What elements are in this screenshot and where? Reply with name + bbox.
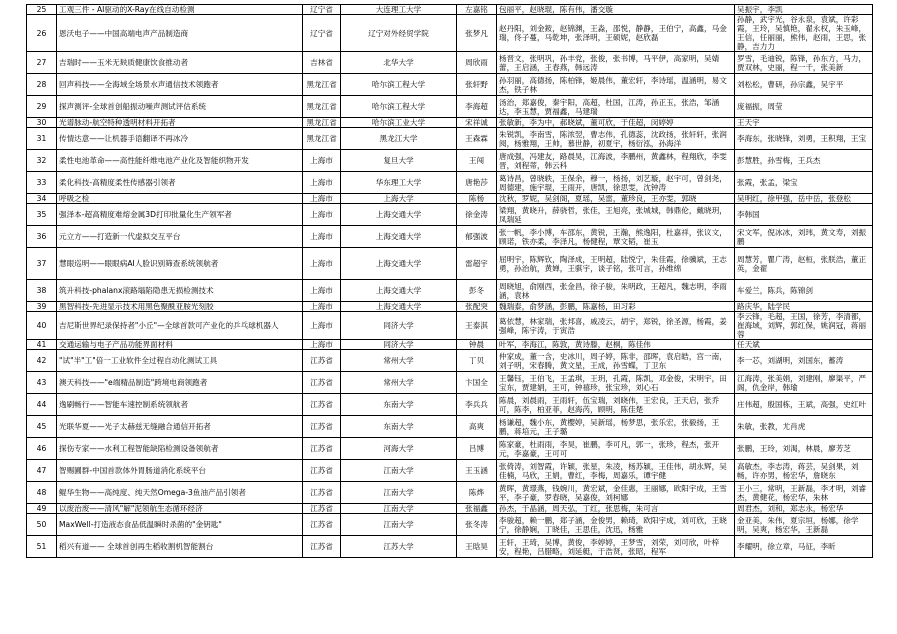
province: 江苏省 xyxy=(303,372,341,394)
project-name: MaxWell-打造液态食品低温瞬时杀菌的"金钥匙" xyxy=(57,514,303,536)
team-members: 唐成强，冯建友，路晨昊，江海波，李鹏州，黄鑫林，程翔欣，李雯晋，刘程蒂，韩云科 xyxy=(497,150,735,172)
project-leader: 雷超宇 xyxy=(457,248,497,280)
province: 江苏省 xyxy=(303,350,341,372)
university: 东南大学 xyxy=(341,416,457,438)
project-leader: 卞国全 xyxy=(457,372,497,394)
tutors: 李耀明，徐立章，马征，李昕 xyxy=(735,536,873,558)
table-row xyxy=(27,312,873,340)
table-row xyxy=(27,194,873,204)
team-members: 陈晨，刘晨雨，王雨轩，伍宝瑞，刘晓伟，王宏良，王天启，张乔可，陈李，柏亚菲，赵海芮，顾明，陈佳楚 xyxy=(497,394,735,416)
province: 江苏省 xyxy=(303,394,341,416)
university: 哈尔滨工业大学 xyxy=(341,118,457,128)
row-number: 28 xyxy=(27,74,57,96)
tutors: 金亚美，朱伟，夏宗垣，杨娜，徐学明，吴爽，杨宏华，王新磊 xyxy=(735,514,873,536)
project-leader: 陈杨 xyxy=(457,194,497,204)
project-name: 筑升科技-phalanx滚路塌陷隐患无损检测技术 xyxy=(57,280,303,302)
project-name: 元立方——打造新一代虚拟交互平台 xyxy=(57,226,303,248)
project-name: 稻兴有道—— 全球首创再生稻收割机智能割台 xyxy=(57,536,303,558)
province: 江苏省 xyxy=(303,460,341,482)
tutors: 王天宇 xyxy=(735,118,873,128)
table-row xyxy=(27,15,873,52)
university: 华东理工大学 xyxy=(341,172,457,194)
project-leader: 王泰淇 xyxy=(457,312,497,340)
tutors: 周君杰，刘和，郑志永，杨宏华 xyxy=(735,504,873,514)
province: 江苏省 xyxy=(303,482,341,504)
university: 上海交通大学 xyxy=(341,248,457,280)
university: 复旦大学 xyxy=(341,150,457,172)
row-number: 47 xyxy=(27,460,57,482)
project-leader: 李海超 xyxy=(457,96,497,118)
university: 哈尔滨工程大学 xyxy=(341,96,457,118)
university: 上海交通大学 xyxy=(341,302,457,312)
province: 上海市 xyxy=(303,312,341,340)
row-number: 34 xyxy=(27,194,57,204)
project-leader: 郁强波 xyxy=(457,226,497,248)
province: 上海市 xyxy=(303,194,341,204)
project-leader: 钟晨 xyxy=(457,340,497,350)
university: 北华大学 xyxy=(341,52,457,74)
row-number: 33 xyxy=(27,172,57,194)
university: 同济大学 xyxy=(341,312,457,340)
project-leader: 唐艳莎 xyxy=(457,172,497,194)
team-members: 杨晋文，张明巩，孙丰党，张俊，张书博，马平伊，高家明，吴婧蕾，王启涵，王春燕，韩远涛 xyxy=(497,52,735,74)
tutors: 张鹏，王玲，刘渴，林晨，廖芳芝 xyxy=(735,438,873,460)
row-number: 30 xyxy=(27,118,57,128)
project-leader: 王玉涵 xyxy=(457,460,497,482)
project-name: 探伤专家——水利工程智能缺陷检测设备领航者 xyxy=(57,438,303,460)
province: 上海市 xyxy=(303,226,341,248)
province: 黑龙江省 xyxy=(303,96,341,118)
project-name: 传情达意——让机器手语翻译不再冰冷 xyxy=(57,128,303,150)
table-row xyxy=(27,438,873,460)
row-number: 44 xyxy=(27,394,57,416)
tutors: 庞福振，周莹 xyxy=(735,96,873,118)
project-name: 工观三件 - AI驱动的X-Ray在线自动检测 xyxy=(57,5,303,15)
team-members: 包丽平，赵晓琨，陈有伟，潘交璇 xyxy=(497,5,735,15)
project-name: 恩沃电子——中国高端电声产品制造商 xyxy=(57,15,303,52)
tutors: 吴振宇，李凯 xyxy=(735,5,873,15)
province: 辽宁省 xyxy=(303,15,341,52)
project-leader: 周欣雨 xyxy=(457,52,497,74)
project-name: 慧眼巡明——眼眼病AI人脸识别筛查系统领航者 xyxy=(57,248,303,280)
row-number: 26 xyxy=(27,15,57,52)
team-members: 汤治，郑嘉俊，秦宇阳，高超，杜国，江涛，孙正玉，张浩，邹涵达，李玉慧，贾福鑫，马建瑞 xyxy=(497,96,735,118)
project-name: 回声科技——全海域全场景水声通信技术领跑者 xyxy=(57,74,303,96)
table-body xyxy=(27,5,873,558)
project-leader: 左嘉铭 xyxy=(457,5,497,15)
project-leader: 李兵兵 xyxy=(457,394,497,416)
province: 上海市 xyxy=(303,280,341,302)
university: 江南大学 xyxy=(341,460,457,482)
tutors: 刘松松，曹研，孙宗鑫，吴宇平 xyxy=(735,74,873,96)
project-name: 柔化科技-高精度柔性传感器引领者 xyxy=(57,172,303,194)
team-members: 张敏新，李为中，郝晓斌，董可欣，于佳超，闵婷婷 xyxy=(497,118,735,128)
project-leader: 彭冬 xyxy=(457,280,497,302)
university: 河海大学 xyxy=(341,438,457,460)
university: 上海交通大学 xyxy=(341,280,457,302)
project-leader: 徐金涛 xyxy=(457,204,497,226)
team-members: 魏瑞泰，俞梦涵，彭鹏，陈嘉杨，田习彩 xyxy=(497,302,735,312)
tutors: 任天斌 xyxy=(735,340,873,350)
team-members: 陈家豪，杜雨雨，李昊，崔鹏，李可凡，郭一，张珍，程杰，张开元，李嘉豪，王可可 xyxy=(497,438,735,460)
row-number: 49 xyxy=(27,504,57,514)
university: 江苏大学 xyxy=(341,536,457,558)
province: 吉林省 xyxy=(303,52,341,74)
project-name: "试"半"工"倍一工业软件全过程自动化测试工具 xyxy=(57,350,303,372)
row-number: 41 xyxy=(27,340,57,350)
team-members: 葛诗昌，曾晓轶，王保余，穆一，杨扬，刘艺璇，赵宇可，曾剑尧，周德建，施宇琨，王雨开，唐凯，徐思雯，沈钟涛 xyxy=(497,172,735,194)
tutors: 李海东，张晓锋，刘勇，王积翔，王宝 xyxy=(735,128,873,150)
row-number: 46 xyxy=(27,438,57,460)
table-row xyxy=(27,460,873,482)
row-number: 43 xyxy=(27,372,57,394)
row-number: 31 xyxy=(27,128,57,150)
table-row xyxy=(27,52,873,74)
province: 上海市 xyxy=(303,302,341,312)
province: 上海市 xyxy=(303,204,341,226)
university: 江南大学 xyxy=(341,514,457,536)
table-row xyxy=(27,416,873,438)
tutors: 李云锋，毛超，王国，徐芳，李清都，崔海域，刘辉，郭红保，姚润冠，蒋丽蓉 xyxy=(735,312,873,340)
row-number: 27 xyxy=(27,52,57,74)
project-leader: 宋祥诚 xyxy=(457,118,497,128)
tutors: 李韩国 xyxy=(735,204,873,226)
project-name: 吉瑞时——玉米无麸质健康饮食推动者 xyxy=(57,52,303,74)
project-name: 呼吸之检 xyxy=(57,194,303,204)
tutors: 张霞，张孟，梁宝 xyxy=(735,172,873,194)
province: 黑龙江省 xyxy=(303,128,341,150)
table-row xyxy=(27,514,873,536)
project-name: 黑智科技-先进显示技术用黑色聚酰亚胺光刻胶 xyxy=(57,302,303,312)
project-list-table xyxy=(26,4,873,558)
table-row xyxy=(27,504,873,514)
tutors: 王小三，常明，王新磊，李才明，刘睿杰，黄健花，杨宏华，朱林 xyxy=(735,482,873,504)
table-row xyxy=(27,150,873,172)
team-members: 周晓旭，俞刚西，张金昌，徐子骏，朱明政，王超凡，魏志明，李雨涵，袁林 xyxy=(497,280,735,302)
project-leader: 张福鑫 xyxy=(457,504,497,514)
team-members: 叶军，李海江，陈敦，黄诗滕，赵桐，陈佳伟 xyxy=(497,340,735,350)
project-name: 逸刷畅行——智能车速控制系统领航者 xyxy=(57,394,303,416)
row-number: 39 xyxy=(27,302,57,312)
table-row xyxy=(27,118,873,128)
tutors: 吴明红，徐甲强，岳中岳，张登松 xyxy=(735,194,873,204)
team-members: 孙羽丽，高德扬，陈柏锋，姬晨伟，董宏轩，李诗瑶，温涵明，易文杰，铁子林 xyxy=(497,74,735,96)
province: 上海市 xyxy=(303,150,341,172)
project-leader: 张冬涛 xyxy=(457,514,497,536)
university: 常州大学 xyxy=(341,350,457,372)
province: 黑龙江省 xyxy=(303,118,341,128)
row-number: 50 xyxy=(27,514,57,536)
table-row xyxy=(27,482,873,504)
team-members: 王馨钰，王伯飞，王孟琪，王玥，孔霞，陈凯，邓金俊，宋明宇，田宝东，贾建娟，王可，钟禧珍，张宝珍，刘心石 xyxy=(497,372,735,394)
row-number: 48 xyxy=(27,482,57,504)
table-row xyxy=(27,172,873,194)
table-row xyxy=(27,394,873,416)
province: 上海市 xyxy=(303,340,341,350)
row-number: 45 xyxy=(27,416,57,438)
university: 哈尔滨工程大学 xyxy=(341,74,457,96)
project-name: 探声测评-全球首创船振动噪声测试评估系统 xyxy=(57,96,303,118)
project-name: 光联华夏——光子太赫兹无缝融合通信开拓者 xyxy=(57,416,303,438)
university: 同济大学 xyxy=(341,340,457,350)
team-members: 仲家成，董一含，史冰川，周子婷，陈非，邵晖，袁启皓，宫一南，刘子明，宋春腾，黄文星，王成，孙雪蝶，丁卫东 xyxy=(497,350,735,372)
tutors: 庄伟超，殷国栋，王斌，高强，史红叶 xyxy=(735,394,873,416)
tutors: 车爱兰，陈兵，陈锦剑 xyxy=(735,280,873,302)
university: 上海大学 xyxy=(341,194,457,204)
table-row xyxy=(27,350,873,372)
tutors: 周慧芳，瞿广涛，赵桓，张朕浩，董正英，金翟 xyxy=(735,248,873,280)
project-leader: 陈烨 xyxy=(457,482,497,504)
tutors: 江海涛，张美娟，刘建刚，廖渠平，严阁，仇金岸，韩瑜 xyxy=(735,372,873,394)
tutors: 路庆华，陆学民 xyxy=(735,302,873,312)
project-leader: 王闯 xyxy=(457,150,497,172)
row-number: 35 xyxy=(27,204,57,226)
project-name: 强泽本-超高精度难熔金属3D打印批量化生产领军者 xyxy=(57,204,303,226)
table-row xyxy=(27,226,873,248)
team-members: 孙杰，于晶涵，周天弘，丁红，张思梅，朱可言 xyxy=(497,504,735,514)
team-members: 李骏超，赖一鹏，郑子涵，金俊男，赖琦，欧阳宇成，刘可欣，王晓宁，徐静娴，丁晓佳，王思佳，沈迅，杨雅 xyxy=(497,514,735,536)
project-name: 鲲华生物——高纯度、纯天然Omega-3鱼油产品引领者 xyxy=(57,482,303,504)
tutors: 罗雪，毛迪锐，陈锋，孙东方，马力，贾双林，史丽，程一千，张美新 xyxy=(735,52,873,74)
province: 江苏省 xyxy=(303,416,341,438)
tutors: 李一芯，刘湖明，刘国东，蓄涛 xyxy=(735,350,873,372)
project-name: 交通运输与电子产品功能界面材料 xyxy=(57,340,303,350)
team-members: 黄晖，黄璟燕，钱婉川，黄宏斌，金佳惠，王丽娜，欧阳宇成，王雪平，李子豪，罗春晓，吴嘉俊，刘柯娜 xyxy=(497,482,735,504)
university: 辽宁对外经贸学院 xyxy=(341,15,457,52)
row-number: 25 xyxy=(27,5,57,15)
table-row xyxy=(27,302,873,312)
province: 上海市 xyxy=(303,172,341,194)
row-number: 51 xyxy=(27,536,57,558)
team-members: 王轩，王琦，吴博，黄俊，李婷婷，王梦雪，刘荣，刘可欣，叶梓安，程艳，吕腊略，刘延艇，于浩贤，张昭，程军 xyxy=(497,536,735,558)
table-row xyxy=(27,96,873,118)
province: 江苏省 xyxy=(303,438,341,460)
row-number: 40 xyxy=(27,312,57,340)
project-leader: 高爽 xyxy=(457,416,497,438)
team-members: 沈秋，罗妮，吴剑阁，夏瑶，吴雷，董珍良，王亦雯，郭晓 xyxy=(497,194,735,204)
row-number: 29 xyxy=(27,96,57,118)
university: 江南大学 xyxy=(341,482,457,504)
university: 东南大学 xyxy=(341,394,457,416)
project-leader: 王森霖 xyxy=(457,128,497,150)
province: 江苏省 xyxy=(303,514,341,536)
university: 江南大学 xyxy=(341,504,457,514)
table-row xyxy=(27,280,873,302)
table-row xyxy=(27,128,873,150)
province: 江苏省 xyxy=(303,536,341,558)
table-row xyxy=(27,248,873,280)
project-name: 澳天科技——"e端精品制造"跨境电商领跑者 xyxy=(57,372,303,394)
team-members: 葛依慧，林家瑞，张邦喜，戚凌云，胡宇，郑锐，徐圣源，杨霞，姜强峰，陈宇涛，于寅浩 xyxy=(497,312,735,340)
project-name: 光谱脉动-航空特种透明材料开拓者 xyxy=(57,118,303,128)
table-row xyxy=(27,74,873,96)
university: 上海交通大学 xyxy=(341,226,457,248)
province: 上海市 xyxy=(303,248,341,280)
row-number: 36 xyxy=(27,226,57,248)
project-name: 智赐圃群-中国首款体外胃肠道消化系统平台 xyxy=(57,460,303,482)
row-number: 37 xyxy=(27,248,57,280)
university: 上海交通大学 xyxy=(341,204,457,226)
row-number: 42 xyxy=(27,350,57,372)
project-leader: 张梦凡 xyxy=(457,15,497,52)
project-name: 柔性电池革命——高性能纤维电池产业化及智能织物开发 xyxy=(57,150,303,172)
team-members: 梁翔，黄晓升，薛骁哲，张佳，王旭亮，张城城，韩鼎伦，戴晓玥，凤瑞延 xyxy=(497,204,735,226)
row-number: 38 xyxy=(27,280,57,302)
tutors: 孙静，武宇光，谷永泉，袁斌，许彩霞，王玲，吴慎艳，翟永权，朱玉峰，王信，任丽丽，熊伟，赵雨，王思，张静，吉力力 xyxy=(735,15,873,52)
tutors: 宋文军，倪冰冰，刘玮，黄文寿，刘振鹏 xyxy=(735,226,873,248)
row-number: 32 xyxy=(27,150,57,172)
province: 江苏省 xyxy=(303,504,341,514)
team-members: 屈明宇，陈辉钦，陶泽成，王明超，陆悦宁，朱佳霞，徐骥斌，王志勇，孙治航，黄婵，王骐宇，谈子铭，张可言，孙维绵 xyxy=(497,248,735,280)
tutors: 彭慧胜，孙雪梅，王兵杰 xyxy=(735,150,873,172)
university: 大连理工大学 xyxy=(341,5,457,15)
project-leader: 吕博 xyxy=(457,438,497,460)
table-row xyxy=(27,5,873,15)
team-members: 杨谦超，魏小东，黄樱婷，吴新瑶，杨梦思，张乐宏，张毅扬，王鹏，蒋培元，王子璐 xyxy=(497,416,735,438)
province: 辽宁省 xyxy=(303,5,341,15)
province: 黑龙江省 xyxy=(303,74,341,96)
team-members: 张倚涛，刘智霞，许颖，张星，朱凌，杨苏颖，王佳伟，胡永辉，吴佳楠，马欣，王娟，曹红，李梅，周嘉乐，谭宇健 xyxy=(497,460,735,482)
project-leader: 张配突 xyxy=(457,302,497,312)
project-name: 吉尼斯世界纪录保持者"小丘"—全球首款可产业化的乒乓球机器人 xyxy=(57,312,303,340)
team-members: 张一帆，李小博，车邵东，黄锐，王瀚，熊逸阳，杜嘉祥，张议文，顾诺，铁亦柔，李泽凡，杨健程，覃文韬，崔玉 xyxy=(497,226,735,248)
table-row xyxy=(27,204,873,226)
project-leader: 丁贝 xyxy=(457,350,497,372)
team-members: 朱锐凯，李南雪，陈浓翌，曹志伟，孔德蕊，沈政扬，张轩轩，张润阅，杨雅翔，王帅，慕世静，初夏宇，杨衍泓，孙海洋 xyxy=(497,128,735,150)
tutors: 朱敏，张教，尤肖虎 xyxy=(735,416,873,438)
project-leader: 张轩野 xyxy=(457,74,497,96)
table-row xyxy=(27,340,873,350)
tutors: 高敏杰，李志涛，蒋芸，吴剑果，刘畅，许亦男，杨宏华，詹晓东 xyxy=(735,460,873,482)
table-row xyxy=(27,372,873,394)
university: 常州大学 xyxy=(341,372,457,394)
project-leader: 王晗昊 xyxy=(457,536,497,558)
university: 黑龙江大学 xyxy=(341,128,457,150)
project-name: 以废治废——清风"解"泥领航生态循环经济 xyxy=(57,504,303,514)
table-row xyxy=(27,536,873,558)
team-members: 赵丹阳，刘金銨，赵锦渊，王淼，邵悦，静静，王伯宁，高鑫，马金瑞，佟子蔓，马乾坤，张泽明，王硕妮，赵欣磊 xyxy=(497,15,735,52)
